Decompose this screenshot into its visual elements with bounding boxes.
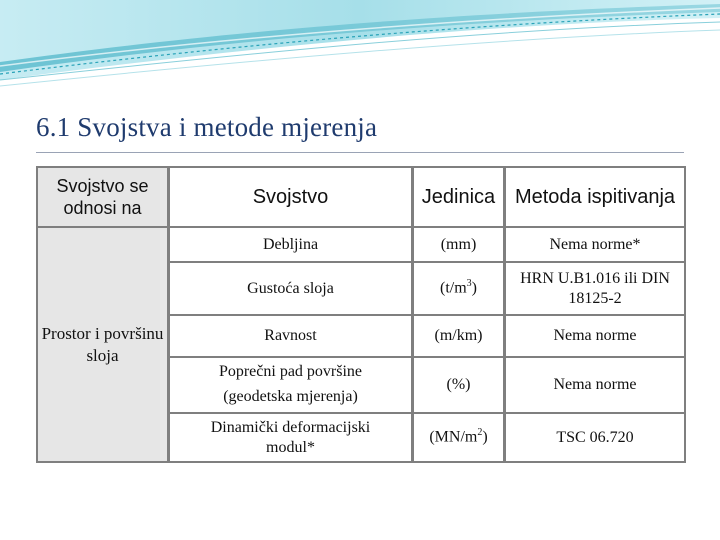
decorative-banner bbox=[0, 0, 720, 90]
group-label-cell: Prostor i površinu sloja bbox=[38, 228, 167, 461]
row-2-jedinica bbox=[414, 263, 503, 314]
properties-table bbox=[36, 166, 686, 463]
row-2-svojstvo: Gustoća sloja bbox=[170, 263, 411, 314]
row-5-metoda: TSC 06.720 bbox=[506, 414, 684, 461]
unit-modulus: $(MN/m^2)$ bbox=[429, 427, 488, 446]
row-1-metoda: Nema norme* bbox=[506, 228, 684, 261]
row-4-metoda: Nema norme bbox=[506, 358, 684, 412]
row-5-jedinica bbox=[414, 414, 503, 461]
row-4-svojstvo: Poprečni pad površine (geodetska mjerenja) bbox=[170, 358, 411, 412]
header-odnosi: Svojstvo se odnosi na bbox=[38, 168, 167, 226]
row-3-metoda: Nema norme bbox=[506, 316, 684, 356]
row-4-jedinica: (%) bbox=[414, 358, 503, 412]
row-3-jedinica: (m/km) bbox=[414, 316, 503, 356]
title-divider bbox=[36, 152, 684, 153]
page-title: 6.1 Svojstva i metode mjerenja bbox=[36, 112, 378, 142]
header-svojstvo: Svojstvo bbox=[170, 168, 411, 226]
header-jedinica: Jedinica bbox=[414, 168, 503, 226]
header-metoda: Metoda ispitivanja bbox=[506, 168, 684, 226]
row-3-svojstvo: Ravnost bbox=[170, 316, 411, 356]
row-2-metoda: HRN U.B1.016 ili DIN 18125-2 bbox=[506, 263, 684, 314]
row-1-svojstvo: Debljina bbox=[170, 228, 411, 261]
row-1-jedinica: (mm) bbox=[414, 228, 503, 261]
unit-density: $(t/m^3)$ bbox=[440, 278, 477, 297]
row-5-svojstvo: Dinamički deformacijski modul* bbox=[170, 414, 411, 461]
